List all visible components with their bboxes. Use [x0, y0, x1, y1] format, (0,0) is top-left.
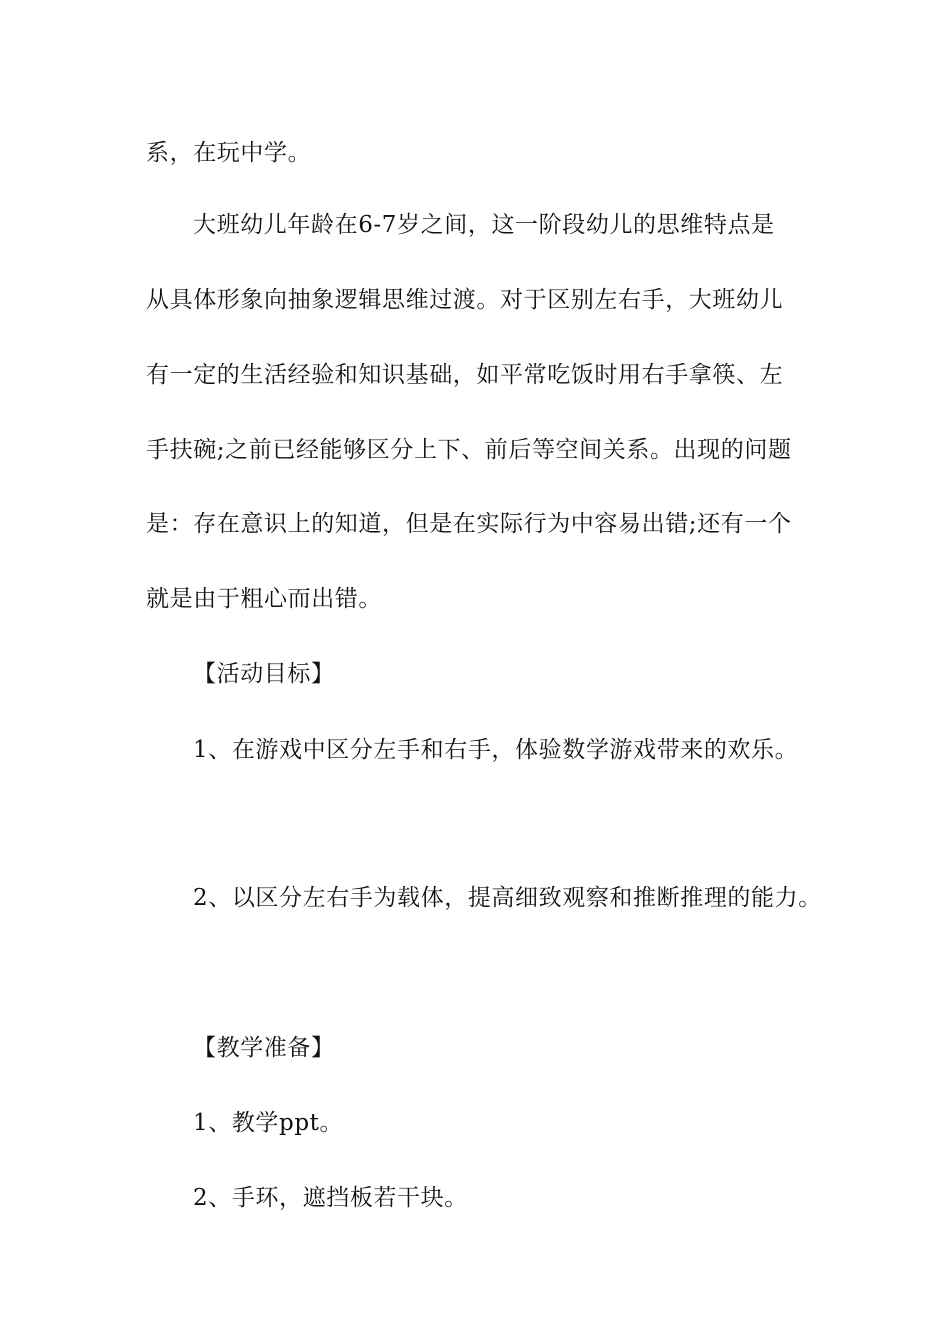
- list-item: 1、在游戏中区分左手和右手，体验数学游戏带来的欢乐。: [193, 737, 799, 763]
- list-item: 2、以区分左右手为载体，提高细致观察和推断推理的能力。: [193, 885, 822, 911]
- section-heading: 【教学准备】: [193, 1035, 335, 1061]
- paragraph-line: 就是由于粗心而出错。: [146, 586, 382, 612]
- paragraph-line: 大班幼儿年龄在6-7岁之间，这一阶段幼儿的思维特点是: [193, 212, 775, 238]
- paragraph-line: 从具体形象向抽象逻辑思维过渡。对于区别左右手，大班幼儿: [146, 287, 784, 313]
- list-item: 2、手环，遮挡板若干块。: [193, 1185, 468, 1211]
- paragraph-line: 手扶碗;之前已经能够区分上下、前后等空间关系。出现的问题: [146, 437, 792, 463]
- section-heading: 【活动目标】: [193, 661, 335, 687]
- paragraph-line: 系，在玩中学。: [146, 140, 312, 166]
- list-item: 1、教学ppt。: [193, 1110, 344, 1136]
- paragraph-line: 是：存在意识上的知道，但是在实际行为中容易出错;还有一个: [146, 511, 792, 537]
- paragraph-line: 有一定的生活经验和知识基础，如平常吃饭时用右手拿筷、左: [146, 362, 784, 388]
